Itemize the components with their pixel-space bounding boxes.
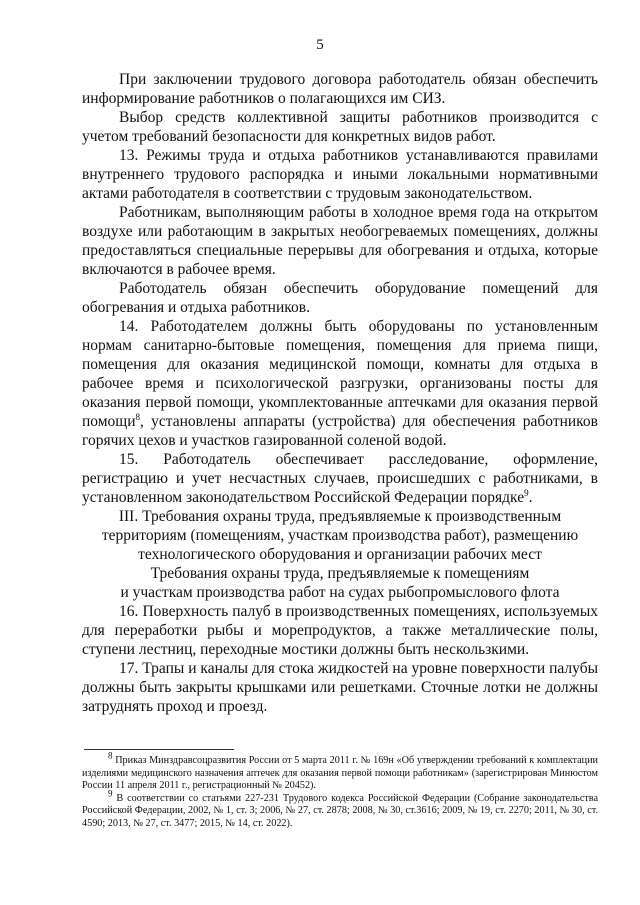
footnote-text: Приказ Минздравсоцразвития России от 5 марта 2011 г. № 169н «Об утверждении требований к комплектации изделиями медицинского назначения аптечек для оказания первой помощи работникам» (зарегистрирован Минюстом России 11 апреля 2011 г., регистрационный № 20452). — [82, 755, 598, 791]
paragraph-16: 16. Поверхность палуб в производственных помещениях, используемых для переработки рыбы и морепродуктов, а также металлические полы, ступени лестниц, переходные мостики должны быть нескользкими. — [82, 603, 598, 658]
document-body — [82, 70, 598, 716]
paragraph: Работодатель обязан обеспечить оборудование помещений для обогревания и отдыха работников. — [82, 280, 598, 316]
footnote-ref-8[interactable]: 8 — [135, 411, 141, 422]
paragraph-17: 17. Трапы и каналы для стока жидкостей на уровне поверхности палубы должны быть закрыты крышками или решетками. Сточные лотки не должны затруднять проход и проезд. — [82, 660, 598, 715]
subsection-heading — [82, 564, 598, 602]
footnote-9 — [82, 788, 599, 831]
subsection-heading-line: и участкам производства работ на судах рыбопромыслового флота — [120, 584, 560, 601]
paragraph-13: 13. Режимы труда и отдыха работников устанавливаются правилами внутреннего трудового распорядка и иными локальными нормативными актами работодателя в соответствии с трудовым законодательством. — [82, 147, 598, 202]
paragraph-15 — [82, 450, 598, 507]
footnote-text: В соответствии со статьями 227-231 Трудового кодекса Российской Федерации (Собрание законодательства Российской Федерации, 2002, № 1, ст. 3; 2006, № 27, ст. 2878; 2008, № 30, ст.3616; 2009, № 19, ст. 2270; 2011, № 30, ст. 4590; 2013, № 27, ст. 3477; 2015, № 14, ст. 2022). — [82, 792, 599, 829]
paragraph-14-tail: , установлены аппараты (устройства) для обеспечения работников горячих цехов и участков газированной соленой водой. — [82, 413, 598, 449]
section-heading-line: технологического оборудования и организации рабочих мест — [138, 546, 542, 563]
paragraph-14 — [82, 317, 598, 450]
paragraph-15-tail: . — [528, 489, 533, 506]
footnote-number: 9 — [108, 788, 113, 799]
footnote-number: 8 — [108, 750, 113, 761]
section-heading-line: III. Требования охраны труда, предъявляемые к производственным — [118, 508, 562, 525]
footnote-divider — [84, 749, 234, 750]
paragraph: При заключении трудового договора работодатель обязан обеспечить информирование работников о полагающихся им СИЗ. — [82, 71, 598, 107]
paragraph: Работникам, выполняющим работы в холодное время года на открытом воздухе или работающим в закрытых необогреваемых помещениях, должны предоставляться специальные перерывы для обогревания и отдыха, которые включаются в рабочее время. — [82, 204, 598, 278]
section-heading-line: территориям (помещениям, участкам производства работ), размещению — [101, 527, 579, 544]
paragraph: Выбор средств коллективной защиты работников производится с учетом требований безопасности для конкретных видов работ. — [82, 109, 598, 145]
paragraph-14-text: 14. Работодателем должны быть оборудованы по установленным нормам санитарно-бытовые помещения, помещения для приема пищи, помещения для оказания медицинской помощи, комнаты для отдыха в рабочее время и психологической разгрузки, организованы посты для оказания первой помощи, укомплектованные аптечками для оказания первой помощи — [82, 318, 598, 430]
paragraph-15-text: 15. Работодатель обеспечивает расследование, оформление, регистрацию и учет несчастных случаев, происшедших с работниками, в установленном законодательством Российской Федерации порядке — [82, 451, 598, 506]
footnote-8 — [82, 750, 598, 793]
section-heading — [82, 507, 598, 564]
footnote-ref-9[interactable]: 9 — [524, 487, 529, 498]
subsection-heading-line: Требования охраны труда, предъявляемые к помещениям — [150, 565, 530, 582]
page-number: 5 — [316, 37, 324, 53]
footnotes — [82, 750, 599, 830]
